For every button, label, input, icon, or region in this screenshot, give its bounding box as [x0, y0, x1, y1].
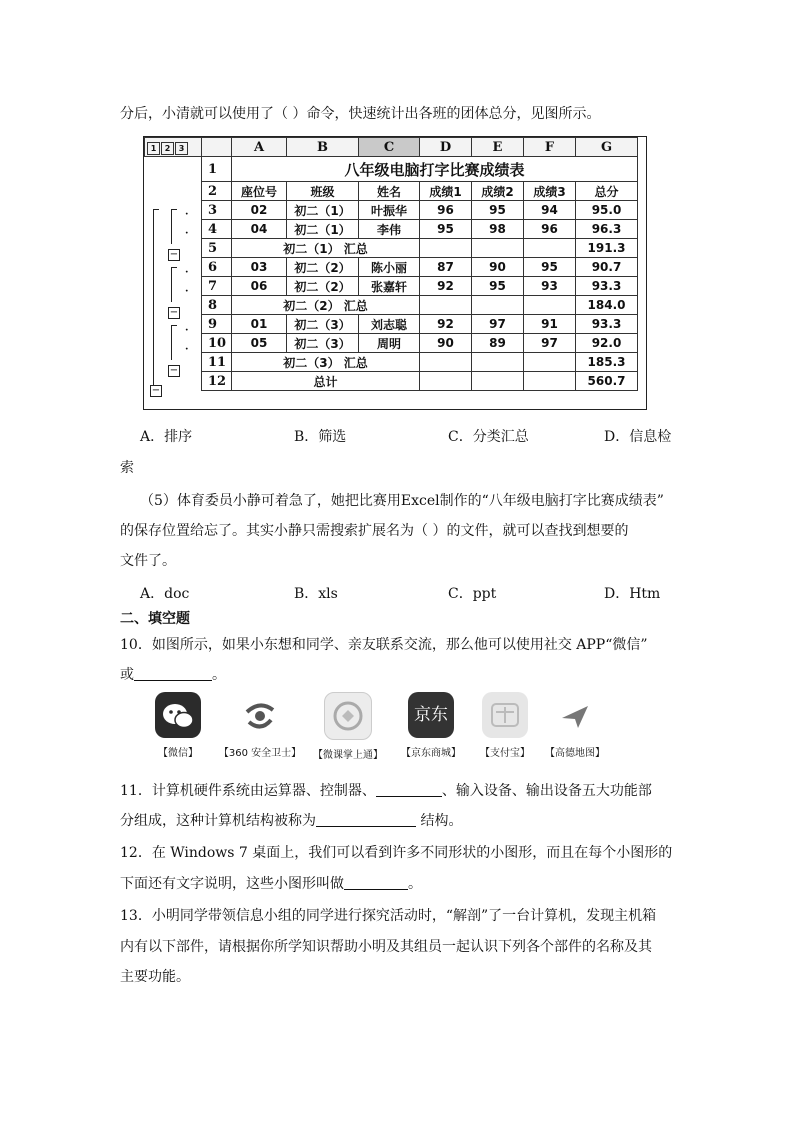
data-cell[interactable]: 03 — [232, 258, 287, 277]
gaode-map-icon — [552, 692, 598, 738]
outline-bracket-group2 — [171, 267, 177, 302]
q5-line-1: （5）体育委员小静可着急了，她把比赛用Excel制作的“八年级电脑打字比赛成绩表” — [140, 493, 664, 509]
q4-option-c: C．分类汇总 — [448, 429, 529, 445]
empty-cell[interactable] — [420, 239, 472, 258]
row-header[interactable]: 5 — [202, 239, 232, 258]
header-cell[interactable]: 总分 — [576, 182, 638, 201]
security-360-icon — [237, 692, 283, 738]
data-cell[interactable]: 95.0 — [576, 201, 638, 220]
app-label: 【微课掌上通】 — [313, 750, 383, 761]
summary-total-cell[interactable]: 560.7 — [576, 372, 638, 391]
app-jd — [398, 692, 464, 759]
column-header-f[interactable]: F — [524, 138, 576, 157]
weike-icon — [324, 692, 372, 740]
q13-line-3: 主要功能。 — [120, 969, 190, 985]
q11-prefix: 11．计算机硬件系统由运算器、控制器、 — [120, 783, 376, 799]
column-header-a[interactable]: A — [232, 138, 287, 157]
outline-bracket-level2 — [153, 209, 159, 386]
outline-dot: · — [185, 325, 189, 336]
q10-line-2 — [120, 664, 226, 684]
q11-line-1 — [120, 780, 652, 800]
outline-gutter — [145, 157, 202, 182]
data-cell[interactable]: 06 — [232, 277, 287, 296]
outline-dot: · — [185, 209, 189, 220]
column-header-c[interactable]: C — [359, 138, 420, 157]
data-cell[interactable]: 97 — [472, 315, 524, 334]
summary-label-cell[interactable]: 初二（3） 汇总 — [232, 353, 420, 372]
collapse-total-button[interactable]: − — [151, 385, 161, 396]
app-label: 【微信】 — [158, 748, 198, 759]
column-header-e[interactable]: E — [472, 138, 524, 157]
data-cell[interactable]: 叶振华 — [359, 201, 420, 220]
data-cell[interactable]: 初二（3） — [287, 334, 359, 353]
q5-line-2: 的保存位置给忘了。其实小静只需搜索扩展名为（ ）的文件，就可以查找到想要的 — [120, 523, 629, 539]
data-cell[interactable]: 87 — [420, 258, 472, 277]
data-cell[interactable]: 93.3 — [576, 277, 638, 296]
data-cell[interactable]: 刘志聪 — [359, 315, 420, 334]
data-cell[interactable]: 02 — [232, 201, 287, 220]
row-header[interactable]: 10 — [202, 334, 232, 353]
header-cell[interactable]: 姓名 — [359, 182, 420, 201]
data-cell[interactable]: 初二（1） — [287, 220, 359, 239]
data-cell[interactable]: 95 — [472, 201, 524, 220]
collapse-group3-button[interactable]: − — [169, 365, 179, 376]
row-header[interactable]: 7 — [202, 277, 232, 296]
empty-cell[interactable] — [420, 353, 472, 372]
empty-cell[interactable] — [524, 239, 576, 258]
row-header[interactable]: 11 — [202, 353, 232, 372]
q11-line-2 — [120, 810, 462, 830]
data-cell[interactable]: 89 — [472, 334, 524, 353]
empty-cell[interactable] — [420, 372, 472, 391]
summary-total-cell[interactable]: 191.3 — [576, 239, 638, 258]
row-header[interactable]: 12 — [202, 372, 232, 391]
outline-level-2-button[interactable]: 2 — [161, 142, 174, 155]
data-cell[interactable]: 90 — [420, 334, 472, 353]
collapse-group2-button[interactable]: − — [169, 307, 179, 318]
app-alipay — [474, 692, 536, 759]
row-header[interactable]: 2 — [202, 182, 232, 201]
q5-option-b: B．xls — [294, 586, 338, 602]
sheet-title[interactable]: 八年级电脑打字比赛成绩表 — [232, 157, 638, 182]
alipay-icon — [482, 692, 528, 738]
summary-label-cell[interactable]: 初二（2） 汇总 — [232, 296, 420, 315]
q11-suffix: 、输入设备、输出设备五大功能部 — [441, 783, 652, 799]
data-cell[interactable]: 04 — [232, 220, 287, 239]
empty-cell[interactable] — [472, 372, 524, 391]
row-header[interactable]: 8 — [202, 296, 232, 315]
q5-line-3: 文件了。 — [120, 553, 176, 569]
header-cell[interactable]: 成绩2 — [472, 182, 524, 201]
data-cell[interactable]: 初二（3） — [287, 315, 359, 334]
q11-prefix-2: 分组成，这种计算机结构被称为 — [120, 813, 316, 829]
outline-dot: · — [185, 228, 189, 239]
section-title: 二、填空题 — [120, 611, 190, 627]
data-cell[interactable]: 90.7 — [576, 258, 638, 277]
app-gaode — [540, 692, 610, 759]
data-cell[interactable]: 92 — [420, 277, 472, 296]
q10-suffix: 。 — [212, 667, 226, 683]
data-cell[interactable]: 张嘉轩 — [359, 277, 420, 296]
q10-line-1: 10．如图所示，如果小东想和同学、亲友联系交流，那么他可以使用社交 APP“微信” — [120, 637, 648, 653]
header-cell[interactable]: 座位号 — [232, 182, 287, 201]
q12-answer-blank[interactable] — [344, 875, 408, 890]
row-header[interactable]: 6 — [202, 258, 232, 277]
data-cell[interactable]: 初二（2） — [287, 277, 359, 296]
app-label: 【京东商城】 — [401, 748, 461, 759]
column-header-d[interactable]: D — [420, 138, 472, 157]
q12-line-1: 12．在 Windows 7 桌面上，我们可以看到许多不同形状的小图形，而且在每个小图形的 — [120, 845, 673, 861]
row-header[interactable]: 9 — [202, 315, 232, 334]
app-weike — [306, 692, 390, 761]
excel-subtotal-figure — [143, 136, 647, 410]
summary-label-cell[interactable]: 初二（1） 汇总 — [232, 239, 420, 258]
q10-answer-blank[interactable] — [134, 666, 212, 681]
q5-option-c: C．ppt — [448, 586, 497, 602]
q4-option-a: A．排序 — [140, 429, 193, 445]
q4-option-d: D．信息检 — [604, 429, 672, 445]
data-cell[interactable]: 周明 — [359, 334, 420, 353]
data-cell[interactable]: 95 — [524, 258, 576, 277]
collapse-group1-button[interactable]: − — [169, 249, 179, 260]
data-cell[interactable]: 93 — [524, 277, 576, 296]
outline-dot: · — [185, 344, 189, 355]
data-cell[interactable]: 90 — [472, 258, 524, 277]
outline-dot: · — [185, 267, 189, 278]
empty-cell[interactable] — [524, 353, 576, 372]
empty-cell[interactable] — [420, 296, 472, 315]
empty-cell[interactable] — [472, 239, 524, 258]
wechat-icon — [155, 692, 201, 738]
empty-cell[interactable] — [472, 353, 524, 372]
data-cell[interactable]: 陈小丽 — [359, 258, 420, 277]
outline-gutter — [145, 182, 202, 201]
q12-prefix: 下面还有文字说明，这些小图形叫做 — [120, 876, 344, 892]
data-cell[interactable]: 93.3 — [576, 315, 638, 334]
q13-line-2: 内有以下部件，请根据你所学知识帮助小明及其组员一起认识下列各个部件的名称及其 — [120, 939, 652, 955]
data-cell[interactable]: 96.3 — [576, 220, 638, 239]
q12-line-2 — [120, 873, 422, 893]
app-label: 【支付宝】 — [480, 748, 530, 759]
app-label: 【高德地图】 — [545, 748, 605, 759]
header-cell[interactable]: 成绩1 — [420, 182, 472, 201]
data-cell[interactable]: 初二（2） — [287, 258, 359, 277]
empty-cell[interactable] — [524, 372, 576, 391]
empty-cell[interactable] — [472, 296, 524, 315]
q13-line-1: 13．小明同学带领信息小组的同学进行探究活动时，“解剖”了一台计算机，发现主机箱 — [120, 908, 657, 924]
header-cell[interactable]: 成绩3 — [524, 182, 576, 201]
data-cell[interactable]: 05 — [232, 334, 287, 353]
column-header-g[interactable]: G — [576, 138, 638, 157]
summary-total-cell[interactable]: 185.3 — [576, 353, 638, 372]
outline-dot: · — [185, 286, 189, 297]
excel-grid — [144, 137, 638, 391]
data-cell[interactable]: 95 — [472, 277, 524, 296]
data-cell[interactable]: 98 — [472, 220, 524, 239]
row-header[interactable]: 1 — [202, 157, 232, 182]
data-cell[interactable]: 97 — [524, 334, 576, 353]
data-cell[interactable]: 96 — [420, 201, 472, 220]
jd-icon: 京东 — [408, 692, 454, 738]
outline-level-3-button[interactable]: 3 — [175, 142, 188, 155]
corner-cell[interactable] — [202, 138, 232, 157]
q11-answer-blank-2[interactable] — [316, 812, 416, 827]
app-label: 【360 安全卫士】 — [218, 748, 302, 759]
header-cell[interactable]: 班级 — [287, 182, 359, 201]
q10-prefix: 或 — [120, 667, 134, 683]
row-header[interactable]: 3 — [202, 201, 232, 220]
app-wechat — [148, 692, 208, 759]
q4-option-b: B．筛选 — [294, 429, 347, 445]
data-cell[interactable]: 95 — [420, 220, 472, 239]
data-cell[interactable]: 01 — [232, 315, 287, 334]
data-cell[interactable]: 李伟 — [359, 220, 420, 239]
data-cell[interactable]: 初二（1） — [287, 201, 359, 220]
intro-line: 分后，小清就可以使用了（ ）命令，快速统计出各班的团体总分，见图所示。 — [120, 106, 601, 122]
outline-bracket-group3 — [171, 325, 177, 360]
empty-cell[interactable] — [524, 296, 576, 315]
data-cell[interactable]: 91 — [524, 315, 576, 334]
app-360 — [218, 692, 302, 759]
data-cell[interactable]: 96 — [524, 220, 576, 239]
q11-suffix-2: 结构。 — [416, 813, 463, 829]
outline-bracket-group1 — [171, 209, 177, 244]
q5-option-d: D．Htm — [604, 586, 661, 602]
data-cell[interactable]: 92 — [420, 315, 472, 334]
column-header-b[interactable]: B — [287, 138, 359, 157]
data-cell[interactable]: 92.0 — [576, 334, 638, 353]
outline-level-buttons[interactable] — [145, 138, 202, 157]
summary-total-cell[interactable]: 184.0 — [576, 296, 638, 315]
summary-label-cell[interactable]: 总计 — [232, 372, 420, 391]
outline-level-1-button[interactable]: 1 — [147, 142, 160, 155]
row-header[interactable]: 4 — [202, 220, 232, 239]
q12-suffix: 。 — [408, 876, 422, 892]
q11-answer-blank-1[interactable] — [376, 782, 442, 797]
data-cell[interactable]: 94 — [524, 201, 576, 220]
q4-option-d-continued: 索 — [120, 460, 134, 476]
q5-option-a: A．doc — [140, 586, 190, 602]
